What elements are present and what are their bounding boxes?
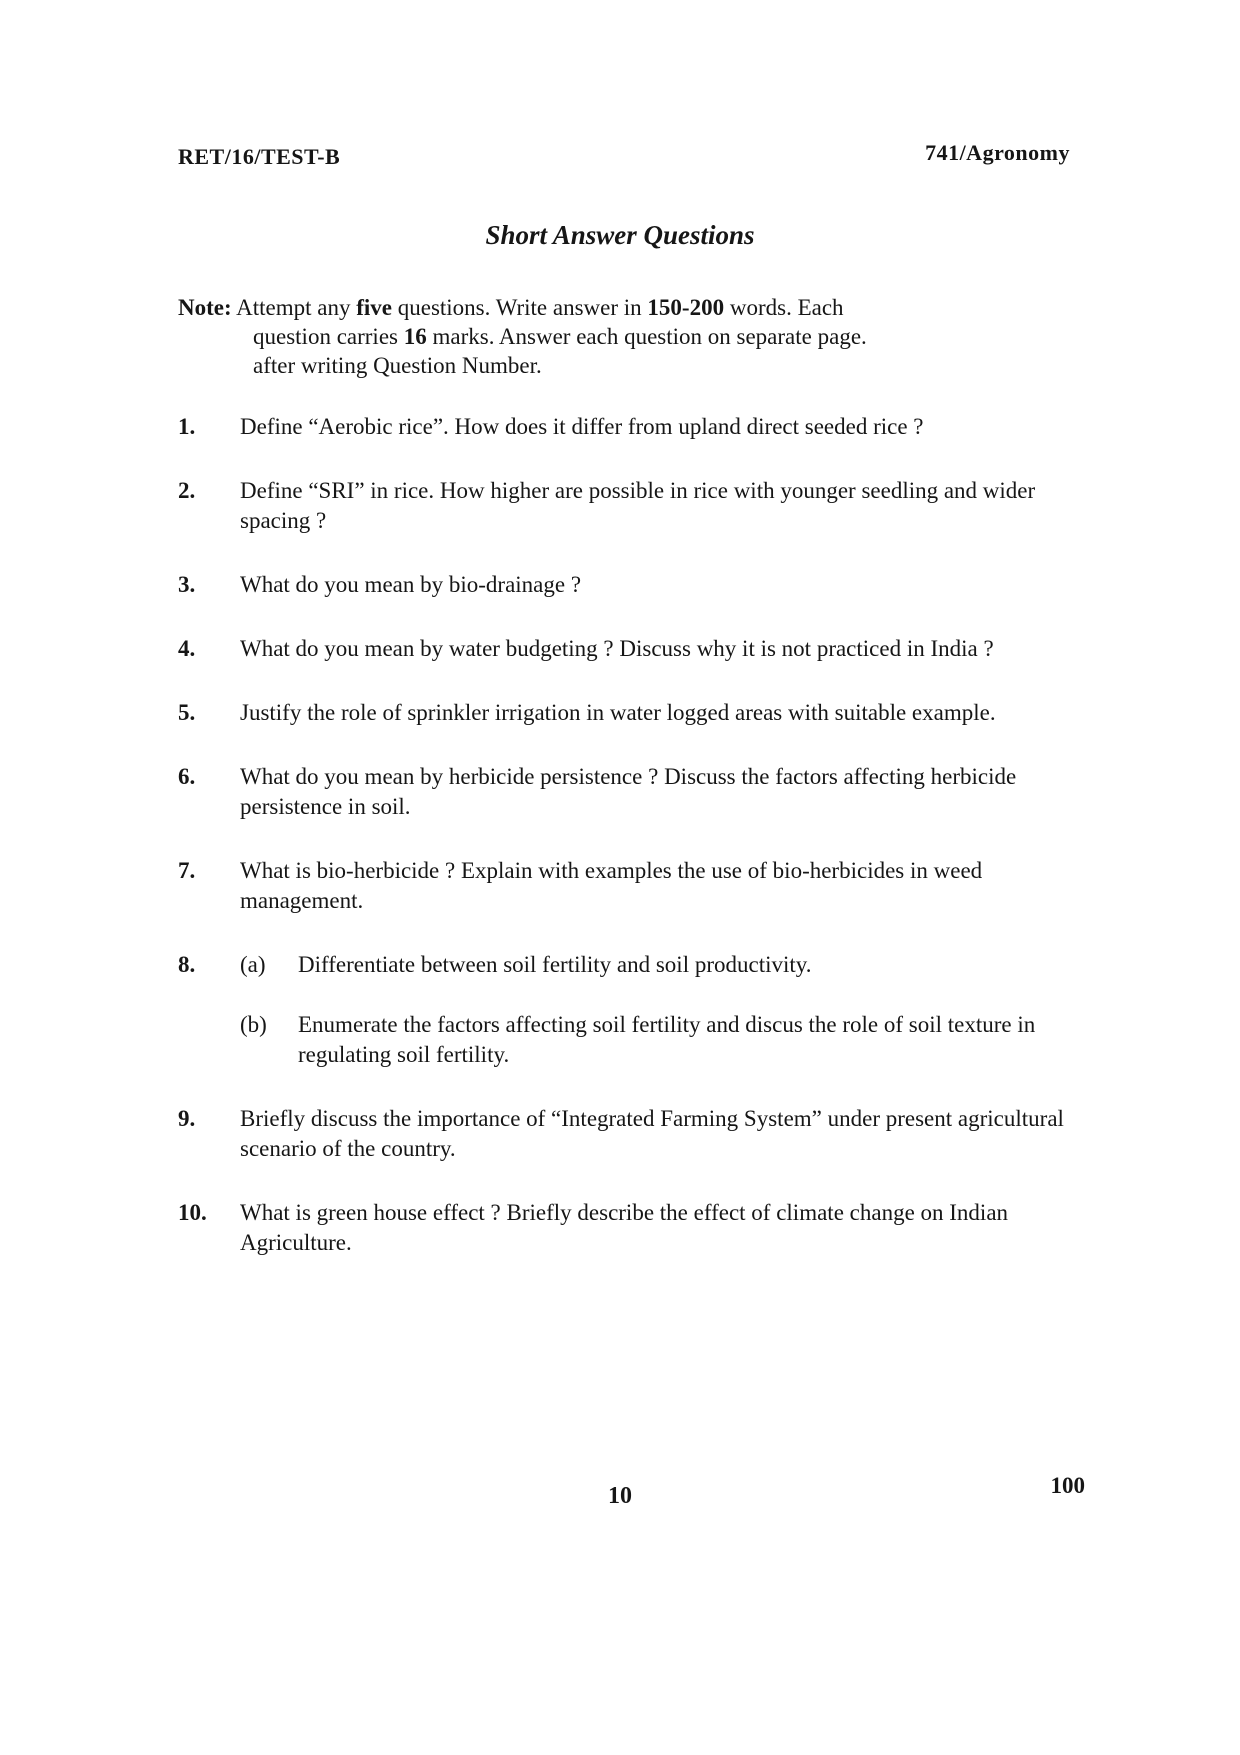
question-1 [178, 412, 1078, 442]
question-number: 10. [178, 1200, 207, 1225]
question-number: 5. [178, 700, 196, 725]
question-text: What is bio-herbicide ? Explain with examples the use of bio-herbicides in weed management. [240, 858, 983, 913]
question-9 [178, 1104, 1078, 1164]
question-text: What do you mean by water budgeting ? Discuss why it is not practiced in India ? [240, 636, 994, 661]
note-text-1: Attempt any [231, 295, 357, 320]
note-line-2 [178, 322, 1078, 351]
question-number: 3. [178, 572, 196, 597]
question-text: Define “SRI” in rice. How higher are possible in rice with younger seedling and wider spacing ? [240, 478, 1036, 533]
note-question-count: five [356, 295, 392, 320]
question-text: Define “Aerobic rice”. How does it differ from upland direct seeded rice ? [240, 414, 924, 439]
note-text-4: question carries [253, 324, 404, 349]
note-text-3: words. Each [724, 295, 844, 320]
question-text: Justify the role of sprinkler irrigation in water logged areas with suitable example. [240, 700, 996, 725]
question-number: 9. [178, 1106, 196, 1131]
exam-code: RET/16/TEST-B [178, 144, 341, 169]
page-number: 10 [608, 1483, 632, 1509]
question-10 [178, 1198, 1078, 1258]
part-text: Differentiate between soil fertility and soil productivity. [298, 952, 812, 977]
note-marks: 16 [403, 324, 427, 349]
question-7 [178, 856, 1078, 916]
part-label: (a) [240, 952, 266, 977]
question-number: 6. [178, 764, 196, 789]
note-text-2: questions. Write answer in [391, 295, 648, 320]
question-text: What do you mean by herbicide persistence ? Discuss the factors affecting herbicide persistence in soil. [240, 764, 1017, 819]
note-label: Note: [178, 295, 232, 320]
question-6 [178, 762, 1078, 822]
question-text: Briefly discuss the importance of “Integrated Farming System” under present agricultural scenario of the country. [240, 1106, 1064, 1161]
question-list [178, 412, 1078, 1292]
total-marks: 100 [1050, 1473, 1085, 1498]
note-text-5: marks. Answer each question on separate page. [426, 324, 867, 349]
question-3 [178, 570, 1078, 600]
note-line-1 [178, 293, 1078, 322]
question-parts [240, 950, 1078, 1070]
instructions-note [178, 293, 1078, 380]
question-part-b [240, 1010, 1078, 1070]
note-line-3: after writing Question Number. [253, 353, 542, 378]
question-part-a [240, 950, 1078, 980]
note-word-limit: 150-200 [647, 295, 725, 320]
question-2 [178, 476, 1078, 536]
question-number: 4. [178, 636, 196, 661]
question-text: What do you mean by bio-drainage ? [240, 572, 582, 597]
question-number: 7. [178, 858, 196, 883]
subject-code: 741/Agronomy [925, 140, 1070, 165]
part-text: Enumerate the factors affecting soil fertility and discus the role of soil texture in regulating soil fertility. [298, 1012, 1036, 1067]
question-number: 2. [178, 478, 196, 503]
question-8 [178, 950, 1078, 1070]
question-5 [178, 698, 1078, 728]
part-label: (b) [240, 1012, 267, 1037]
question-text: What is green house effect ? Briefly describe the effect of climate change on Indian Agriculture. [240, 1200, 1009, 1255]
page-title: Short Answer Questions [485, 220, 755, 250]
question-4 [178, 634, 1078, 664]
question-number: 8. [178, 952, 196, 977]
question-number: 1. [178, 414, 196, 439]
